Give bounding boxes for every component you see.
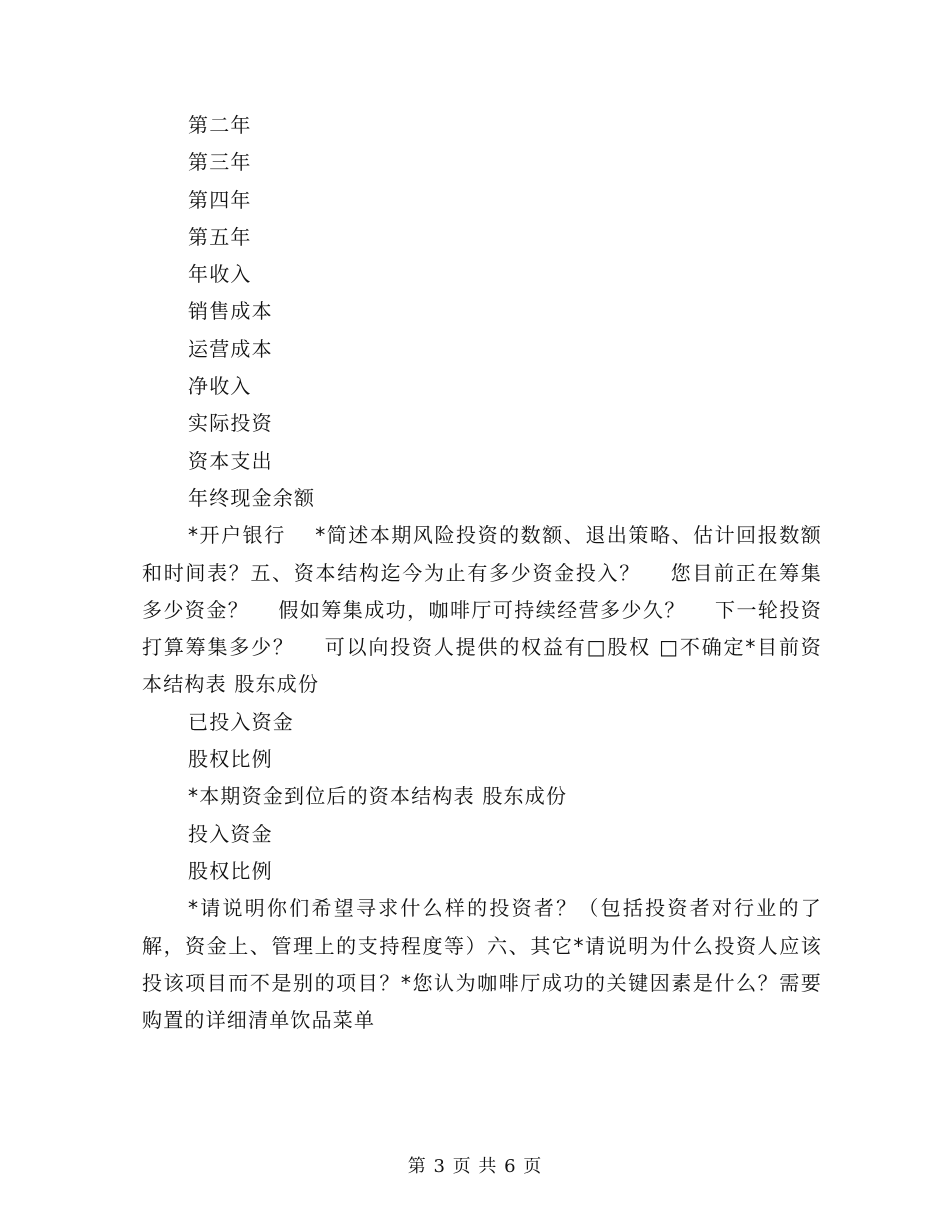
text-line: 资本支出 — [188, 448, 273, 473]
text-line: 实际投资 — [188, 411, 273, 436]
text-line: *本期资金到位后的资本结构表 股东成份 — [188, 784, 568, 809]
text-line: 第三年 — [188, 150, 252, 175]
text-line: 第四年 — [188, 187, 252, 212]
text-line: 年终现金余额 — [188, 485, 316, 510]
page-footer: 第 3 页 共 6 页 — [407, 1156, 543, 1177]
text-line: 股权比例 — [188, 858, 273, 883]
text-line: 股权比例 — [188, 747, 273, 772]
text-line: 已投入资金 — [188, 709, 294, 734]
document-body — [142, 107, 822, 1039]
paragraph-investors: *请说明你们希望寻求什么样的投资者？（包括投资者对行业的了解，资金上、管理上的支持程度等）六、其它*请说明为什么投资人应该投该项目而不是别的项目？*您认为咖啡厅成功的关键因素是什么？需要购置的详细清单饮品菜单 — [142, 896, 822, 1033]
text-line: 运营成本 — [188, 336, 273, 361]
text-line: 年收入 — [188, 262, 252, 287]
text-line: 净收入 — [188, 374, 252, 399]
text-line: 投入资金 — [188, 821, 273, 846]
text-line: 第五年 — [188, 224, 252, 249]
text-line: 销售成本 — [188, 299, 273, 324]
paragraph-investment: *开户银行 *简述本期风险投资的数额、退出策略、估计回报数额和时间表？五、资本结构迄今为止有多少资金投入？ 您目前正在筹集多少资金？ 假如筹集成功，咖啡厅可持续经营多少久？ 下一轮投资打算筹集多少？ 可以向投资人提供的权益有□股权 □不确定*目前资本结构表 股东成份 — [142, 523, 822, 697]
text-line: 第二年 — [188, 113, 252, 137]
